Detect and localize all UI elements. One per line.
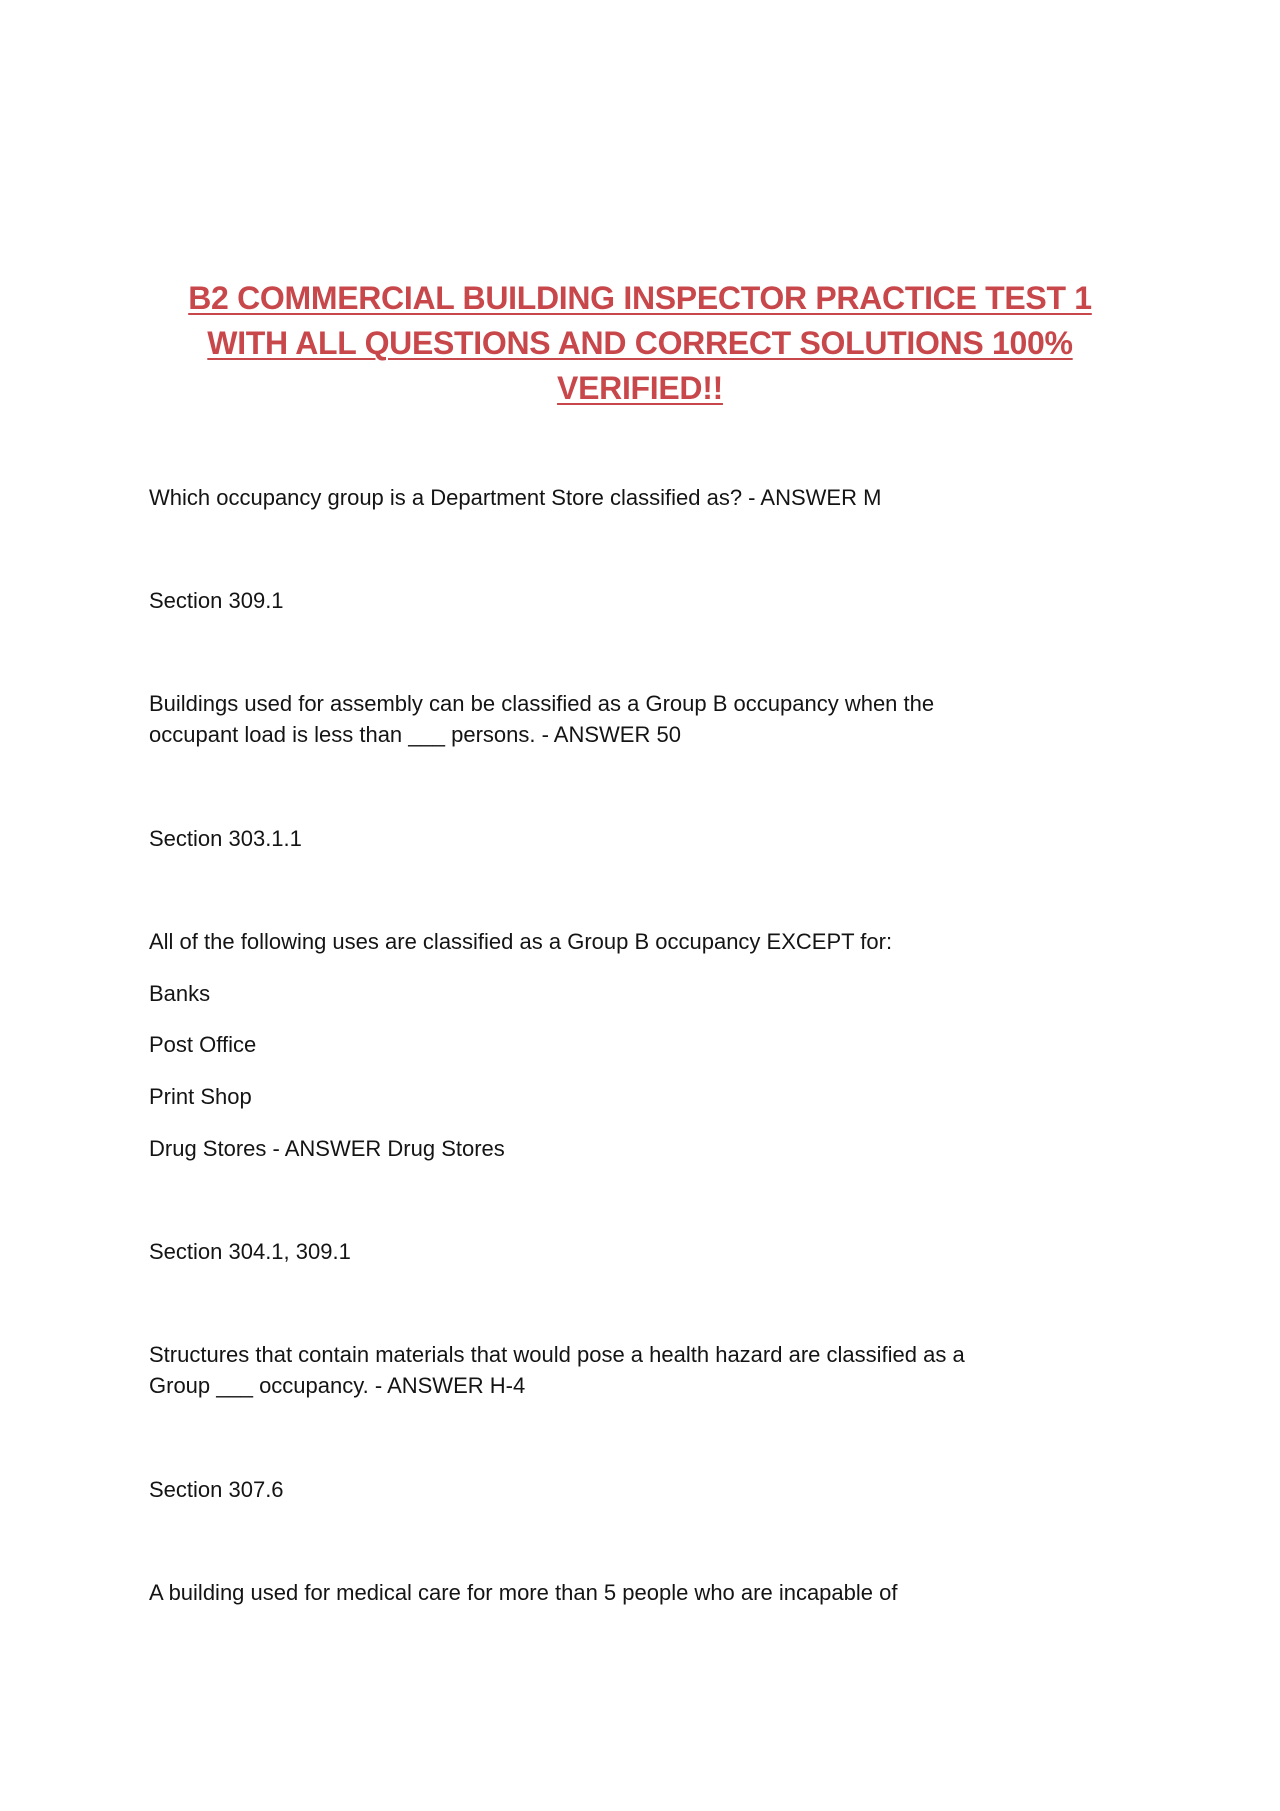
title-line-1: B2 COMMERCIAL BUILDING INSPECTOR PRACTICE TEST 1	[188, 280, 1092, 316]
question-2-line-1: Buildings used for assembly can be classified as a Group B occupancy when the	[149, 691, 935, 716]
section-reference-3: Section 304.1, 309.1	[149, 1239, 351, 1264]
question-3-option-drug-stores: Drug Stores - ANSWER Drug Stores	[149, 1136, 505, 1161]
section-reference-1: Section 309.1	[149, 588, 284, 613]
question-2-line-2: occupant load is less than ___ persons. - ANSWER 50	[149, 722, 681, 747]
question-4-line-2: Group ___ occupancy. - ANSWER H-4	[149, 1373, 526, 1398]
question-3-option-banks: Banks	[149, 981, 211, 1006]
section-reference-2: Section 303.1.1	[149, 826, 302, 851]
question-4-line-1: Structures that contain materials that would pose a health hazard are classified as a	[149, 1342, 965, 1367]
document-title	[130, 276, 1150, 411]
title-line-2: WITH ALL QUESTIONS AND CORRECT SOLUTIONS 100%	[207, 325, 1073, 361]
section-reference-4: Section 307.6	[149, 1477, 284, 1502]
title-line-3: VERIFIED!!	[557, 370, 723, 406]
question-3-option-post-office: Post Office	[149, 1032, 257, 1057]
question-1: Which occupancy group is a Department Store classified as? - ANSWER M	[149, 485, 882, 510]
question-3-option-print-shop: Print Shop	[149, 1084, 252, 1109]
question-5-line-1: A building used for medical care for more than 5 people who are incapable of	[149, 1580, 898, 1605]
question-3: All of the following uses are classified as a Group B occupancy EXCEPT for:	[149, 929, 893, 954]
